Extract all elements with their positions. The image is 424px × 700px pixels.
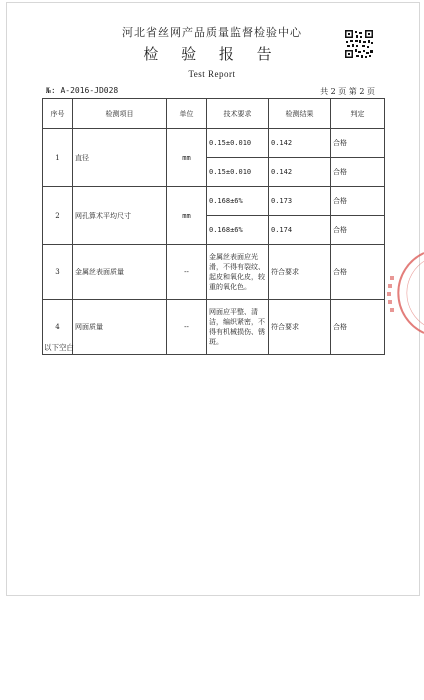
inspection-table [42,98,385,355]
report-title: 检 验 报 告 [143,45,281,63]
result: 符合要求 [269,300,331,355]
row-number: 2 [43,187,73,245]
result: 0.173 [269,187,331,216]
judgement: 合格 [331,300,385,355]
unit: -- [167,245,207,300]
judgement: 合格 [331,216,385,245]
row-number: 3 [43,245,73,300]
column-header: 检测结果 [269,99,331,129]
test-item: 网孔算术平均尺寸 [73,187,167,245]
judgement: 合格 [331,158,385,187]
result: 0.142 [269,158,331,187]
unit: mm [167,187,207,245]
result: 0.174 [269,216,331,245]
requirement: 0.15±0.010 [207,129,269,158]
requirement: 0.15±0.010 [207,158,269,187]
row-number: 4 [43,300,73,355]
test-item: 直径 [73,129,167,187]
table-row [43,187,385,216]
result: 0.142 [269,129,331,158]
column-header: 检测项目 [73,99,167,129]
column-header: 判定 [331,99,385,129]
table-row [43,300,385,355]
blank-below-note: 以下空白 [44,343,74,352]
document-number: №: A-2016-JD028 [46,86,119,95]
qr-code-icon [344,29,374,59]
column-header: 序号 [43,99,73,129]
judgement: 合格 [331,129,385,158]
column-header: 技术要求 [207,99,269,129]
row-number: 1 [43,129,73,187]
judgement: 合格 [331,187,385,216]
judgement: 合格 [331,245,385,300]
unit: -- [167,300,207,355]
column-header: 单位 [167,99,207,129]
requirement: 0.168±6% [207,216,269,245]
table-row [43,245,385,300]
report-subtitle: Test Report [188,69,236,79]
requirement: 网面应平整、清洁，编织紧密，不得有机械损伤、锈斑。 [207,300,269,355]
test-item: 金属丝表面质量 [73,245,167,300]
table-row [43,129,385,158]
requirement: 0.168±6% [207,187,269,216]
test-item: 网面质量 [73,300,167,355]
organization-name: 河北省丝网产品质量监督检验中心 [122,26,302,39]
unit: mm [167,129,207,187]
requirement: 金属丝表面应光滑，不得有裂纹、起皮和氧化皮，较重的氧化色。 [207,245,269,300]
page-info: 共 2 页 第 2 页 [320,87,375,96]
official-seal-icon [380,248,424,338]
table-header-row [43,99,385,129]
result: 符合要求 [269,245,331,300]
